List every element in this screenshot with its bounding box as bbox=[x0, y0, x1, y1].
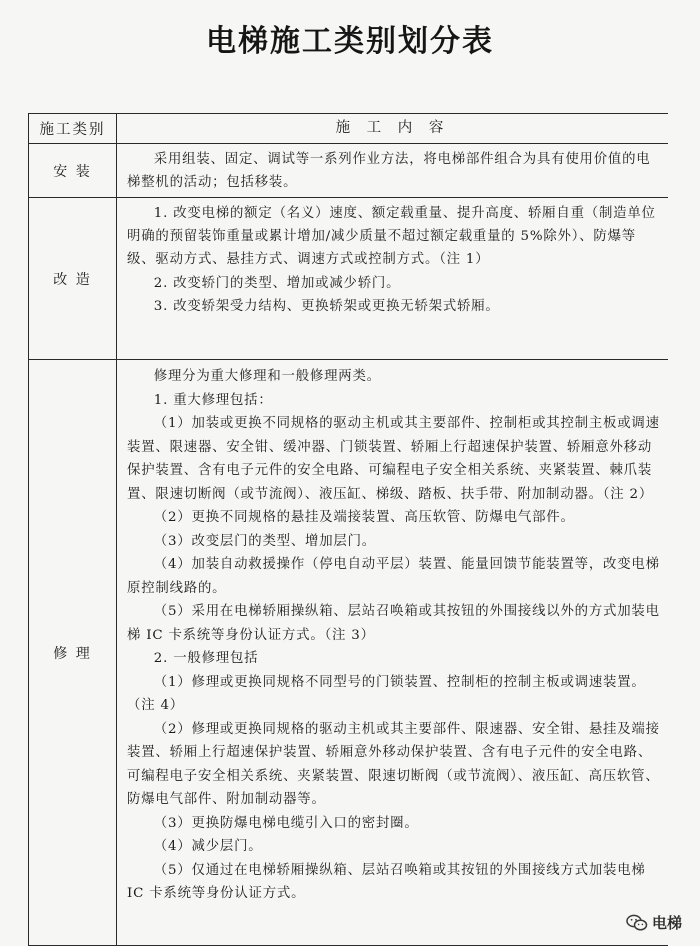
table-row-repair bbox=[29, 360, 668, 945]
content-paragraph: 采用组装、固定、调试等一系列作业方法，将电梯部件组合为具有使用价值的电梯整机的活动；包括移装。 bbox=[127, 152, 651, 191]
content-paragraph: （3）更换防爆电梯电缆引入口的密封圈。 bbox=[153, 815, 419, 831]
category-modify: 改 造 bbox=[29, 198, 117, 359]
header-content: 施 工 内 容 bbox=[335, 119, 450, 136]
content-paragraph: （2）更换不同规格的悬挂及端接装置、高压软管、防爆电气部件。 bbox=[153, 510, 575, 525]
content-paragraph: 2. 一般修理包括 bbox=[153, 651, 259, 666]
content-paragraph: （1）修理或更换同规格不同型号的门锁装置、控制柜的控制主板或调速装置。（注 4） bbox=[127, 674, 646, 713]
content-paragraph: （2）修理或更换同规格的驱动主机或其主要部件、限速器、安全钳、悬挂及端接装置、轿厢上行超速保护装置、轿厢意外移动保护装置、含有电子元件的安全电路、可编程电子安全相关系统、夹紧装置、限速切断阀（或节流阀）、液压缸、高压软管、防爆电气部件、附加制动器等。 bbox=[127, 721, 660, 807]
content-paragraph: （4）加装自动救援操作（停电自动平层）装置、能量回馈节能装置等，改变电梯原控制线路的。 bbox=[127, 557, 660, 596]
content-paragraph: （5）仅通过在电梯轿厢操纵箱、层站召唤箱或其按钮的外围接线方式加装电梯 IC 卡系统等身份认证方式。 bbox=[127, 862, 646, 901]
wechat-icon bbox=[626, 914, 648, 932]
header-category: 施工类别 bbox=[29, 114, 117, 143]
content-paragraph: 3. 改变轿架受力结构、更换轿架或更换无轿架式轿厢。 bbox=[153, 298, 500, 314]
content-paragraph: 1. 改变电梯的额定（名义）速度、额定载重量、提升高度、轿厢自重（制造单位明确的预留装饰重量或累计增加/减少质量不超过额定载重量的 5%除外）、防爆等级、驱动方式、悬挂方式、调速方式或控制方式。（注 1） bbox=[127, 206, 656, 268]
content-paragraph: 1. 重大修理包括： bbox=[153, 392, 273, 408]
construction-category-table bbox=[28, 113, 668, 946]
content-paragraph: 修理分为重大修理和一般修理两类。 bbox=[153, 369, 381, 384]
table-header-row bbox=[29, 114, 668, 144]
page-title: 电梯施工类别划分表 bbox=[206, 24, 494, 59]
watermark bbox=[626, 912, 682, 933]
content-repair bbox=[117, 360, 668, 945]
content-install bbox=[117, 144, 668, 197]
watermark-text: 电梯 bbox=[651, 914, 682, 932]
content-paragraph: （1）加装或更换不同规格的驱动主机或其主要部件、控制柜或其控制主板或调速装置、限速器、安全钳、缓冲器、门锁装置、轿厢上行超速保护装置、轿厢意外移动保护装置、含有电子元件的安全电路、可编程电子安全相关系统、夹紧装置、棘爪装置、限速切断阀（或节流阀）、液压缸、梯级、踏板、扶手带、附加制动器。（注 2） bbox=[127, 416, 660, 502]
content-paragraph: （3）改变层门的类型、增加层门。 bbox=[153, 533, 376, 549]
table-row-install bbox=[29, 144, 668, 198]
category-repair: 修 理 bbox=[29, 360, 117, 945]
table-row-modify bbox=[29, 198, 668, 360]
content-paragraph: 2. 改变轿门的类型、增加或减少轿门。 bbox=[153, 275, 401, 291]
content-paragraph: （4）减少层门。 bbox=[153, 839, 263, 854]
content-modify bbox=[117, 198, 668, 359]
category-install: 安 装 bbox=[29, 144, 117, 197]
content-paragraph: （5）采用在电梯轿厢操纵箱、层站召唤箱或其按钮的外围接线以外的方式加装电梯 IC 卡系统等身份认证方式。（注 3） bbox=[127, 604, 660, 643]
